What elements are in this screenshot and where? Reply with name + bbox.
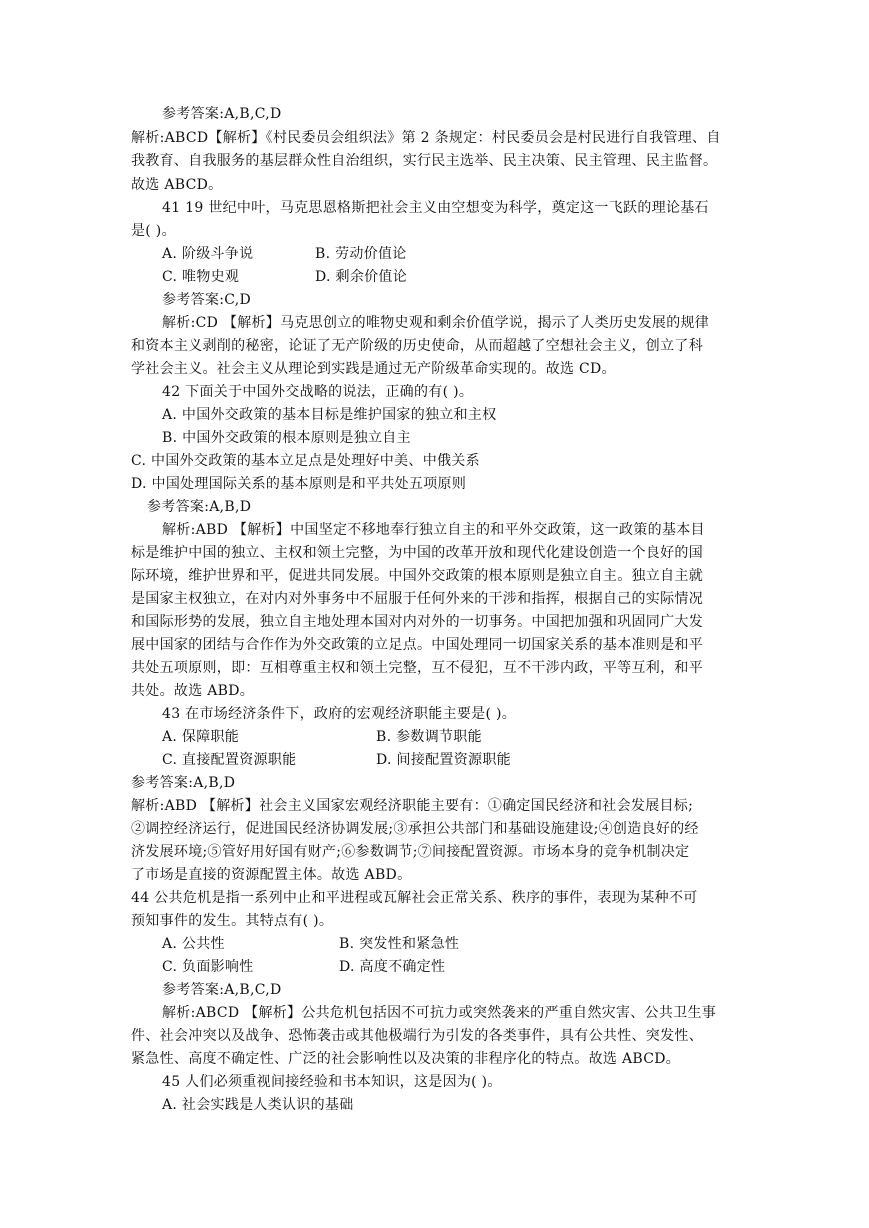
answer-line: 参考答案:A,B,C,D xyxy=(162,982,282,998)
question-41-cont: 是( )。 xyxy=(131,223,176,239)
explanation-line: 是国家主权独立，在对内对外事务中不屈服于任何外来的干涉和指挥，根据自己的实际情况 xyxy=(131,591,703,607)
q44-options-row-1 xyxy=(162,935,459,953)
option-a: A. 中国外交政策的基本目标是维护国家的独立和主权 xyxy=(162,407,497,423)
explanation-line: 展中国家的团结与合作作为外交政策的立足点。中国处理同一切国家关系的基本准则是和平 xyxy=(131,637,703,653)
q44-options-row-2 xyxy=(162,958,445,976)
explanation-line: 际环境，维护世界和平，促进共同发展。中国外交政策的根本原则是独立自主。独立自主就 xyxy=(131,568,703,584)
explanation-line: 故选 ABCD。 xyxy=(131,177,223,193)
explanation-line: 解析:ABD 【解析】中国坚定不移地奉行独立自主的和平外交政策，这一政策的基本目 xyxy=(162,522,705,538)
explanation-line: 解析:ABCD 【解析】公共危机包括因不可抗力或突然袭来的严重自然灾害、公共卫生事 xyxy=(162,1005,717,1021)
explanation-line: 解析:ABCD【解析】《村民委员会组织法》第 2 条规定：村民委员会是村民进行自我管理、自 xyxy=(131,130,721,146)
answer-line: 参考答案:A,B,C,D xyxy=(162,106,282,122)
option-a: A. 保障职能 xyxy=(162,729,240,745)
explanation-line: 济发展环境;⑤管好用好国有财产;⑥参数调节;⑦间接配置资源。市场本身的竞争机制决定 xyxy=(131,844,690,860)
explanation-line: 件、社会冲突以及战争、恐怖袭击或其他极端行为引发的各类事件，具有公共性、突发性、 xyxy=(131,1028,703,1044)
explanation-line: 和资本主义剥削的秘密，论证了无产阶级的历史使命，从而超越了空想社会主义，创立了科 xyxy=(131,338,703,354)
answer-line: 参考答案:A,B,D xyxy=(147,499,252,515)
answer-line: 参考答案:C,D xyxy=(162,292,252,308)
option-d: D. 中国处理国际关系的基本原则是和平共处五项原则 xyxy=(131,476,467,492)
question-45: 45 人们必须重视间接经验和书本知识，这是因为( )。 xyxy=(162,1074,502,1090)
explanation-line: 共处。故选 ABD。 xyxy=(131,683,255,699)
explanation-line: 紧急性、高度不确定性、广泛的社会影响性以及决策的非程序化的特点。故选 ABCD。 xyxy=(131,1051,681,1067)
explanation-line: 解析:CD 【解析】马克思创立的唯物史观和剩余价值学说，揭示了人类历史发展的规律 xyxy=(162,315,710,331)
option-a: A. 公共性 xyxy=(162,936,225,952)
q41-options-row-1 xyxy=(162,245,407,263)
explanation-line: ②调控经济运行，促进国民经济协调发展;③承担公共部门和基础设施建设;④创造良好的经 xyxy=(131,821,699,837)
explanation-line: 了市场是直接的资源配置主体。故选 ABD。 xyxy=(131,867,412,883)
option-d: D. 剩余价值论 xyxy=(315,269,408,285)
answer-line: 参考答案:A,B,D xyxy=(131,775,236,791)
question-41: 41 19 世纪中叶，马克思恩格斯把社会主义由空想变为科学，奠定这一飞跃的理论基石 xyxy=(162,200,709,216)
option-b: B. 参数调节职能 xyxy=(376,729,482,745)
option-c: C. 负面影响性 xyxy=(162,959,254,975)
option-c: C. 唯物史观 xyxy=(162,269,240,285)
question-43: 43 在市场经济条件下，政府的宏观经济职能主要是( )。 xyxy=(162,706,517,722)
q43-options-row-2 xyxy=(162,751,511,769)
explanation-line: 学社会主义。社会主义从理论到实践是通过无产阶级革命实现的。故选 CD。 xyxy=(131,361,616,377)
option-b: B. 中国外交政策的根本原则是独立自主 xyxy=(162,430,411,446)
option-c: C. 中国外交政策的基本立足点是处理好中美、中俄关系 xyxy=(131,453,480,469)
explanation-line: 我教育、自我服务的基层群众性自治组织，实行民主选举、民主决策、民主管理、民主监督。 xyxy=(131,153,718,169)
explanation-line: 解析:ABD 【解析】社会主义国家宏观经济职能主要有：①确定国民经济和社会发展目标; xyxy=(131,798,694,814)
option-b: B. 劳动价值论 xyxy=(315,246,407,262)
explanation-line: 和国际形势的发展，独立自主地处理本国对内对外的一切事务。中国把加强和巩固同广大发 xyxy=(131,614,703,630)
q43-options-row-1 xyxy=(162,728,482,746)
question-44: 44 公共危机是指一系列中止和平进程或瓦解社会正常关系、秩序的事件，表现为某种不可 xyxy=(131,890,698,906)
question-44-cont: 预知事件的发生。其特点有( )。 xyxy=(131,913,334,929)
explanation-line: 共处五项原则，即：互相尊重主权和领土完整，互不侵犯，互不干涉内政，平等互利，和平 xyxy=(131,660,703,676)
option-b: B. 突发性和紧急性 xyxy=(339,936,460,952)
q41-options-row-2 xyxy=(162,268,407,286)
option-c: C. 直接配置资源职能 xyxy=(162,752,297,768)
question-42: 42 下面关于中国外交战略的说法，正确的有( )。 xyxy=(162,384,474,400)
option-d: D. 间接配置资源职能 xyxy=(376,752,511,768)
option-d: D. 高度不确定性 xyxy=(339,959,446,975)
option-a: A. 社会实践是人类认识的基础 xyxy=(162,1097,354,1113)
explanation-line: 标是维护中国的独立、主权和领土完整，为中国的改革开放和现代化建设创造一个良好的国 xyxy=(131,545,703,561)
option-a: A. 阶级斗争说 xyxy=(162,246,254,262)
